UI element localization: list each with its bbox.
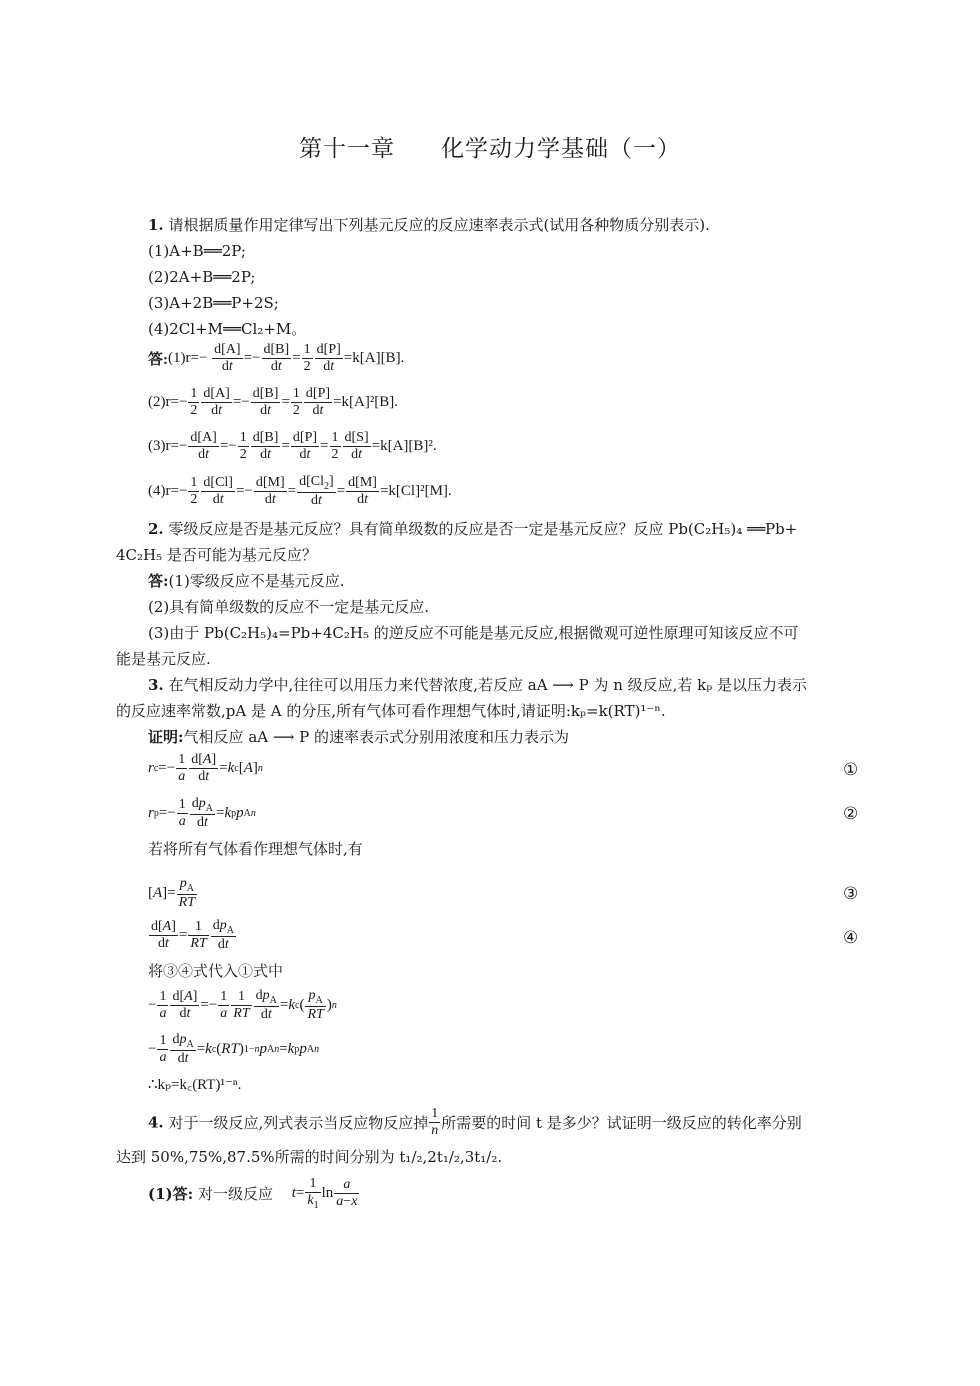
eq-prefix: (2)r=− xyxy=(148,394,188,411)
eq-end: =k[A][B]. xyxy=(343,350,405,367)
q4-answer-text: 对一级反应 xyxy=(197,1185,273,1204)
q3-proof-text: 气相反应 aA ⟶ P 的速率表示式分别用浓度和压力表示为 xyxy=(183,728,569,746)
q3-proof-intro xyxy=(148,728,569,746)
q4-text-after: 所需要的时间 t 是多少？试证明一级反应的转化率分别 xyxy=(441,1114,802,1133)
eq-prefix: (1)r=− xyxy=(168,350,208,367)
q3-proof-label: 证明: xyxy=(148,728,184,746)
chapter-name: 化学动力学基础（一） xyxy=(441,136,681,162)
q1-answer-1: 答:(1)r=− $\frac{d[A]}{dt}$ =− $\frac{d[B]}{dt}$ = $\frac{1}{2}$ $\frac{d[P]}{dt}$ =k[A][B]. xyxy=(148,342,405,375)
q1-item-2: (2)2A+B══2P; xyxy=(148,268,256,286)
q2-answer-3-line2: 能是基元反应. xyxy=(116,650,211,668)
q2-answer-1 xyxy=(148,572,345,590)
q1-answer-2: (2)r=− $\frac{1}{2}$ $\frac{d[A]}{dt}$ =− $\frac{d[B]}{dt}$ = $\frac{1}{2}$ $\frac{d[P]}{dt}$ =k[A]²[B]. xyxy=(148,386,399,419)
q3-substitute-text: 将③④式代入①式中 xyxy=(148,962,284,980)
q3-equation-6: − $\frac{1}{a}$ $\frac{dp_A}{dt}$ =kc(RT)1−npAn=kppAn xyxy=(148,1032,320,1067)
q4-number: 4. xyxy=(148,1113,164,1132)
q4-text-line2: 达到 50%,75%,87.5%所需的时间分别为 t₁/₂,2t₁/₂,3t₁/₂. xyxy=(116,1148,503,1166)
q3-equation-4: $\frac{d[A]}{dt}$ = $\frac{1}{RT}$ $\frac{dp_A}{dt}$ xyxy=(151,918,234,953)
q3-number: 3. xyxy=(148,676,164,694)
chapter-title xyxy=(0,130,980,163)
q2-answer-1-text: (1)零级反应不是基元反应. xyxy=(168,572,345,590)
q1-text xyxy=(148,216,710,234)
eq-number-3: ③ xyxy=(843,884,859,904)
chapter-number: 第十一章 xyxy=(299,136,395,162)
q3-equation-2: rp=− $\frac{1}{a}$ $\frac{dp_A}{dt}$ =kppAn xyxy=(148,796,256,831)
q3-text-line2: 的反应速率常数,pA 是 A 的分压,所有气体可看作理想气体时,请证明:kₚ=k(RT)¹⁻ⁿ. xyxy=(116,702,666,720)
q1-item-4: (4)2Cl+M══Cl₂+M。 xyxy=(148,320,307,338)
q2-number: 2. xyxy=(148,520,164,538)
q4-text-line1: 4. 对于一级反应,列式表示当反应物反应掉 $\frac{1}{n}$ 所需要的时间 t 是多少？试证明一级反应的转化率分别 xyxy=(148,1106,802,1139)
eq-number-2: ② xyxy=(843,804,859,824)
eq-number-1: ① xyxy=(843,760,859,780)
q1-item-3: (3)A+2B══P+2S; xyxy=(148,294,279,312)
q3-ideal-gas-text: 若将所有气体看作理想气体时,有 xyxy=(148,840,363,858)
eq-end: =k[A]²[B]. xyxy=(333,394,399,411)
q2-text-line2: 4C₂H₅ 是否可能为基元反应？ xyxy=(116,546,317,564)
q1-statement: 请根据质量作用定律写出下列基元反应的反应速率表示式(试用各种物质分别表示). xyxy=(168,216,710,234)
eq-prefix: (4)r=− xyxy=(148,483,188,500)
q4-text-before: 对于一级反应,列式表示当反应物反应掉 xyxy=(168,1114,429,1133)
q4-answer-label: (1)答: xyxy=(148,1185,194,1204)
eq-number-4: ④ xyxy=(843,928,859,948)
q2-statement-1: 零级反应是否是基元反应？具有简单级数的反应是否一定是基元反应？反应 Pb(C₂H₅)₄ ══Pb+ xyxy=(168,520,798,538)
q3-text-line1 xyxy=(148,676,807,694)
eq-prefix: (3)r=− xyxy=(148,438,188,455)
q1-answer-label: 答: xyxy=(148,352,168,369)
q1-item-1: (1)A+B══2P; xyxy=(148,242,246,260)
q2-answer-3-line1: (3)由于 Pb(C₂H₅)₄=Pb+4C₂H₅ 的逆反应不可能是基元反应,根据微观可逆性原理可知该反应不可 xyxy=(148,624,799,642)
q1-answer-4: (4)r=− $\frac{1}{2}$ $\frac{d[Cl]}{dt}$ =− $\frac{d[M]}{dt}$ = $\frac{d[Cl_2]}{dt}$ = $\frac{d[M]}{dt}$ =k[Cl]²[M]. xyxy=(148,474,452,509)
eq-end: =k[Cl]²[M]. xyxy=(379,483,452,500)
q1-answer-3: (3)r=− $\frac{d[A]}{dt}$ =− $\frac{1}{2}$ $\frac{d[B]}{dt}$ = $\frac{d[P]}{dt}$ = $\frac{1}{2}$ $\frac{d[S]}{dt}$ =k[A][B]². xyxy=(148,430,437,463)
q4-answer-1: (1)答: 对一级反应 t= $\frac{1}{k_1}$ ln $\frac{a}{a-x}$ xyxy=(148,1176,358,1211)
q2-answer-label: 答: xyxy=(148,572,169,590)
q1-number: 1. xyxy=(148,216,164,234)
q2-answer-2: (2)具有简单级数的反应不一定是基元反应. xyxy=(148,598,430,616)
q3-conclusion: ∴kₚ=k꜀(RT)¹⁻ⁿ. xyxy=(148,1077,242,1093)
q3-statement-1: 在气相反动力学中,往往可以用压力来代替浓度,若反应 aA ⟶ P 为 n 级反应,若 kₚ 是以压力表示 xyxy=(168,676,808,694)
eq-end: =k[A][B]². xyxy=(371,438,437,455)
q3-equation-5: − $\frac{1}{a}$ $\frac{d[A]}{dt}$ =− $\frac{1}{a}$ $\frac{1}{RT}$ $\frac{dp_A}{dt}$ =kc( $\frac{p_A}{RT}$ )n xyxy=(148,988,337,1023)
q2-text-line1 xyxy=(148,520,797,538)
q3-equation-1: rc=− $\frac{1}{a}$ $\frac{d[A]}{dt}$ =kc[A]n xyxy=(148,752,263,785)
q3-equation-3: [A]= $\frac{p_A}{RT}$ xyxy=(148,876,195,911)
